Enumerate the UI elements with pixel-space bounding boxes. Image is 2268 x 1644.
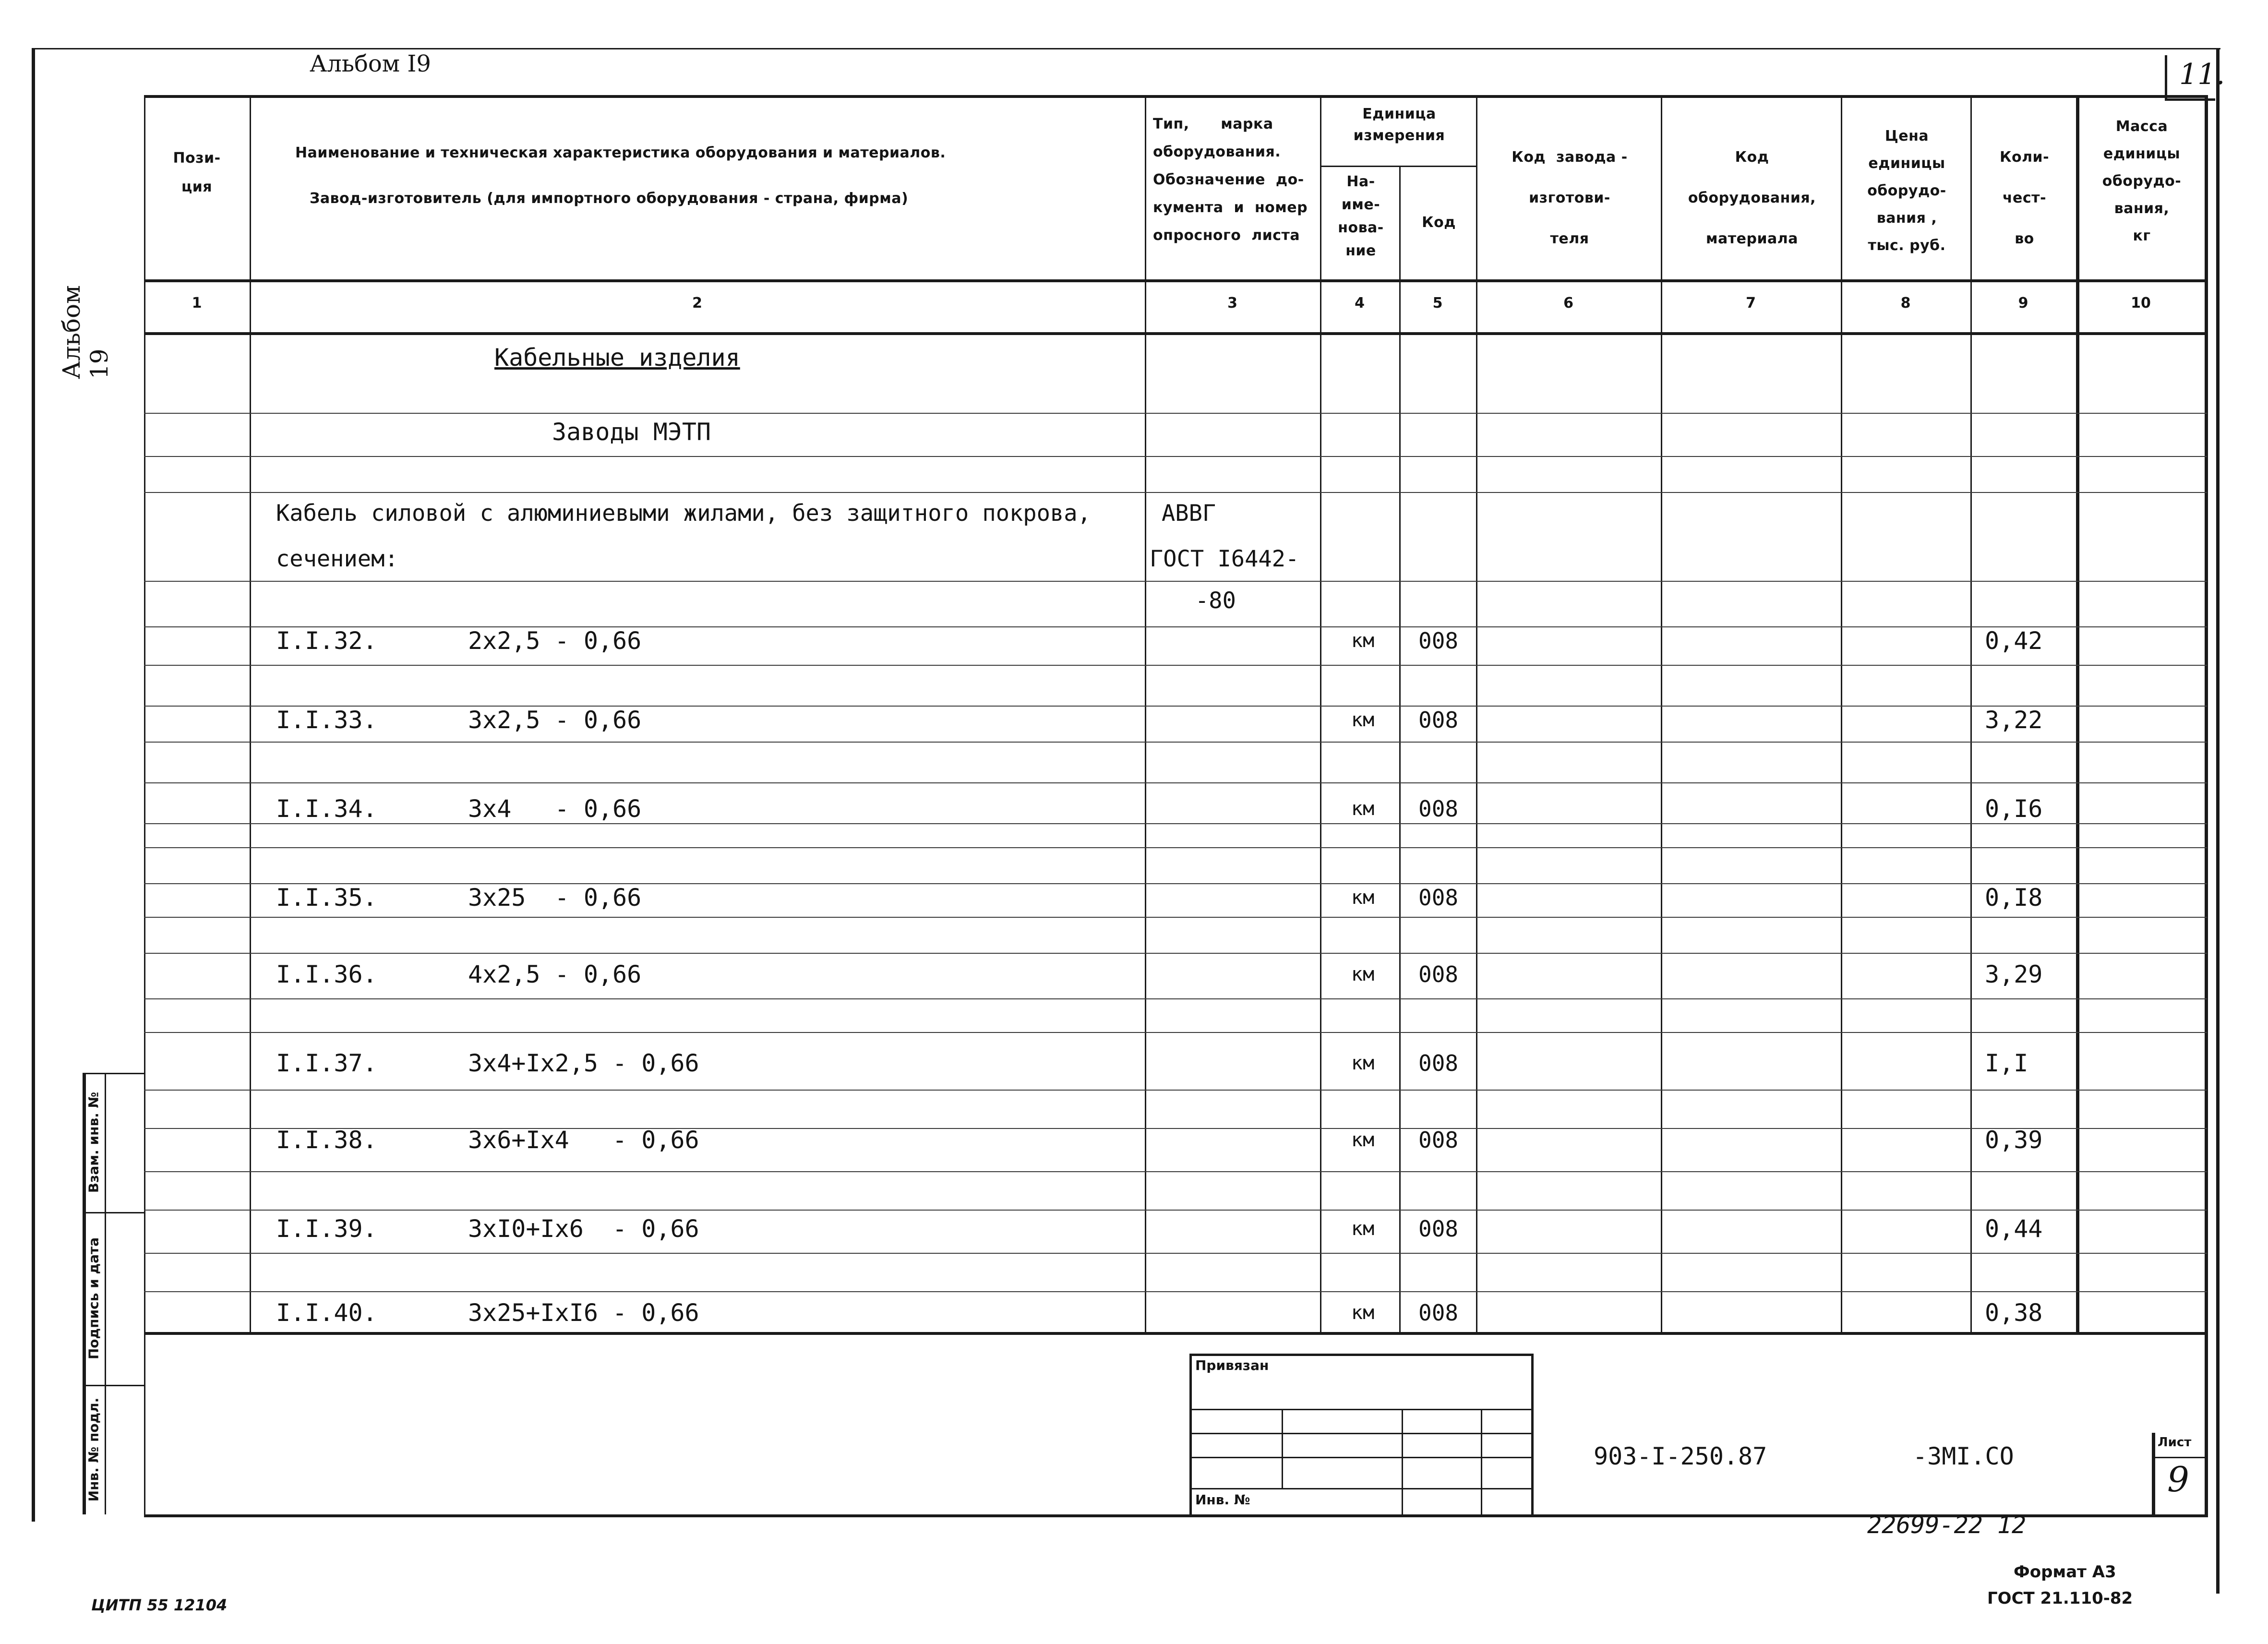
col-header-units-group: Единица измерения bbox=[1353, 106, 1445, 144]
item-unit-code: 008 bbox=[1418, 707, 1459, 733]
item-quantity: 0,42 bbox=[1985, 627, 2043, 655]
item-position: I.I.39. bbox=[276, 1215, 377, 1243]
item-spec: 4x2,5 - 0,66 bbox=[468, 960, 642, 988]
doc-suffix: -ЗМI.СО bbox=[1913, 1442, 2014, 1470]
item-unit-code: 008 bbox=[1418, 628, 1459, 654]
item-unit-code: 008 bbox=[1418, 885, 1459, 911]
row-line bbox=[144, 1090, 2207, 1091]
col-header-quantity: Коли- чест- во bbox=[1999, 149, 2050, 247]
privyazan-v2 bbox=[1402, 1409, 1403, 1514]
privyazan-v3 bbox=[1481, 1409, 1482, 1514]
col-header-unit-name: На- име- нова- ние bbox=[1338, 173, 1384, 259]
item-unit: км bbox=[1351, 887, 1375, 909]
colnum-7: 7 bbox=[1746, 295, 1756, 312]
row-line bbox=[144, 742, 2207, 743]
row-line bbox=[144, 1253, 2207, 1254]
item-quantity: 0,I6 bbox=[1985, 795, 2043, 823]
col-line-9 bbox=[2076, 95, 2079, 1333]
col-header-name-line1: Наименование и техническая характеристика оборудования и материалов. bbox=[295, 144, 946, 161]
row-line bbox=[144, 1171, 2207, 1172]
description-line1: Кабель силовой с алюминиевыми жилами, без защитного покрова, bbox=[276, 500, 1091, 527]
item-unit: км bbox=[1351, 798, 1375, 820]
stamp-podpis-label: Подпись и дата bbox=[85, 1237, 102, 1360]
row-line bbox=[144, 847, 2207, 848]
colnum-2: 2 bbox=[692, 295, 702, 312]
col-header-price: Цена единицы оборудо- вания , тыс. руб. bbox=[1867, 128, 1946, 254]
item-unit-code: 008 bbox=[1418, 796, 1459, 822]
doc-line1: ГОСТ I6442- bbox=[1150, 546, 1299, 572]
item-unit: км bbox=[1351, 1052, 1375, 1074]
stamp-mid bbox=[105, 1073, 106, 1514]
item-unit-code: 008 bbox=[1418, 961, 1459, 987]
colnum-6: 6 bbox=[1563, 295, 1573, 312]
format-label: Формат А3 bbox=[2014, 1562, 2116, 1582]
item-quantity: 0,38 bbox=[1985, 1299, 2043, 1327]
col-header-name-line2: Завод-изготовитель (для импортного оборудования - страна, фирма) bbox=[310, 190, 909, 207]
item-spec: 3x25+IxI6 - 0,66 bbox=[468, 1299, 699, 1327]
colnum-row-bottom bbox=[144, 332, 2208, 335]
row-line bbox=[144, 1210, 2207, 1211]
colnum-9: 9 bbox=[2018, 295, 2028, 312]
col-line-3 bbox=[1320, 95, 1321, 1333]
item-unit-code: 008 bbox=[1418, 1127, 1459, 1153]
sheet-box-div bbox=[2152, 1457, 2207, 1458]
item-position: I.I.40. bbox=[276, 1299, 377, 1327]
row-line bbox=[144, 665, 2207, 666]
side-album-label: Альбом 19 bbox=[58, 285, 113, 379]
description-line2: сечением: bbox=[276, 546, 398, 572]
colnum-10: 10 bbox=[2131, 295, 2151, 312]
col-header-type: Тип, марка оборудования. Обозначение до- кумента и номер опросного листа bbox=[1153, 116, 1308, 244]
sheet-box-left bbox=[2152, 1433, 2155, 1514]
privyazan-v1 bbox=[1282, 1409, 1283, 1488]
col-header-mass: Масса единицы оборудо- вания, кг bbox=[2102, 118, 2182, 244]
item-quantity: 3,29 bbox=[1985, 960, 2043, 988]
subsection-title: Заводы МЭТП bbox=[552, 418, 711, 446]
sheet-number: 9 bbox=[2167, 1459, 2189, 1500]
item-unit: км bbox=[1351, 709, 1375, 731]
item-spec: 3x2,5 - 0,66 bbox=[468, 706, 642, 734]
colnum-4: 4 bbox=[1355, 295, 1365, 312]
item-spec: 3x25 - 0,66 bbox=[468, 884, 642, 912]
units-group-divider bbox=[1320, 166, 1476, 167]
row-line bbox=[144, 492, 2207, 493]
stamp-vzam-label: Взам. инв. № bbox=[85, 1092, 102, 1193]
outer-frame-right bbox=[2216, 48, 2220, 1594]
item-quantity: 3,22 bbox=[1985, 706, 2043, 734]
row-line bbox=[144, 1032, 2207, 1033]
item-unit: км bbox=[1351, 1218, 1375, 1240]
item-quantity: 0,39 bbox=[1985, 1126, 2043, 1154]
colnum-8: 8 bbox=[1900, 295, 1911, 312]
item-position: I.I.36. bbox=[276, 960, 377, 988]
col-line-2 bbox=[1145, 95, 1146, 1333]
row-line bbox=[144, 782, 2207, 783]
item-spec: 3x4+Ix2,5 - 0,66 bbox=[468, 1049, 699, 1077]
inv-no-label: Инв. № bbox=[1195, 1492, 1250, 1508]
item-unit: км bbox=[1351, 963, 1375, 985]
table-top bbox=[144, 95, 2208, 98]
outer-frame-top bbox=[32, 48, 2220, 49]
item-quantity: 0,I8 bbox=[1985, 884, 2043, 912]
page-mark: 11. bbox=[2179, 58, 2225, 91]
item-position: I.I.38. bbox=[276, 1126, 377, 1154]
item-position: I.I.35. bbox=[276, 884, 377, 912]
item-position: I.I.32. bbox=[276, 627, 377, 655]
album-title: Альбом I9 bbox=[310, 50, 431, 77]
item-spec: 2x2,5 - 0,66 bbox=[468, 627, 642, 655]
colnum-3: 3 bbox=[1227, 295, 1237, 312]
col-line-7 bbox=[1841, 95, 1842, 1333]
col-line-1 bbox=[250, 95, 251, 1333]
row-line bbox=[144, 456, 2207, 457]
item-position: I.I.33. bbox=[276, 706, 377, 734]
section-title: Кабельные изделия bbox=[494, 344, 740, 372]
stamp-top bbox=[83, 1073, 145, 1074]
type-mark: АВВГ bbox=[1162, 500, 1216, 527]
row-line bbox=[144, 706, 2207, 707]
item-position: I.I.34. bbox=[276, 795, 377, 823]
col-line-5 bbox=[1476, 95, 1477, 1333]
row-line bbox=[144, 883, 2207, 884]
colnum-1: 1 bbox=[192, 295, 202, 312]
stamp-div1 bbox=[83, 1212, 145, 1213]
item-unit: км bbox=[1351, 630, 1375, 652]
item-spec: 3x4 - 0,66 bbox=[468, 795, 642, 823]
doc-code: 903-I-250.87 bbox=[1594, 1442, 1767, 1470]
col-line-8 bbox=[1970, 95, 1972, 1333]
item-spec: 3xI0+Ix6 - 0,66 bbox=[468, 1215, 699, 1243]
item-unit-code: 008 bbox=[1418, 1300, 1459, 1326]
printer-label: ЦИТП 55 12104 bbox=[91, 1596, 228, 1614]
row-line bbox=[144, 1128, 2207, 1129]
privyazan-label: Привязан bbox=[1195, 1357, 1269, 1373]
row-line bbox=[144, 998, 2207, 999]
item-unit: км bbox=[1351, 1302, 1375, 1324]
colnum-5: 5 bbox=[1432, 295, 1443, 312]
sheet-label: Лист bbox=[2158, 1435, 2192, 1450]
item-spec: 3x6+Ix4 - 0,66 bbox=[468, 1126, 699, 1154]
item-unit-code: 008 bbox=[1418, 1050, 1459, 1076]
col-line-6 bbox=[1661, 95, 1662, 1333]
item-position: I.I.37. bbox=[276, 1049, 377, 1077]
col-header-unit-code: Код bbox=[1422, 214, 1456, 231]
archive-number: 22699-22 12 bbox=[1867, 1511, 2027, 1539]
item-unit-code: 008 bbox=[1418, 1216, 1459, 1242]
item-unit: км bbox=[1351, 1129, 1375, 1151]
row-line bbox=[144, 917, 2207, 918]
item-quantity: 0,44 bbox=[1985, 1215, 2043, 1243]
col-header-position: Пози- ция bbox=[173, 150, 221, 195]
outer-frame-left bbox=[32, 48, 35, 1522]
col-line-4 bbox=[1399, 166, 1401, 1333]
item-quantity: I,I bbox=[1985, 1049, 2028, 1077]
row-line bbox=[144, 581, 2207, 582]
col-header-factory-code: Код завода - изготови- теля bbox=[1512, 149, 1628, 247]
row-line bbox=[144, 413, 2207, 414]
doc-line2: -80 bbox=[1195, 588, 1236, 614]
table-body-bottom bbox=[144, 1332, 2208, 1335]
col-header-material-code: Код оборудования, материала bbox=[1688, 149, 1816, 247]
table-header-bottom bbox=[144, 279, 2208, 282]
row-line bbox=[144, 626, 2207, 627]
gost-label: ГОСТ 21.110-82 bbox=[1987, 1589, 2133, 1608]
row-line bbox=[144, 823, 2207, 824]
row-line bbox=[144, 953, 2207, 954]
row-line bbox=[144, 1291, 2207, 1292]
stamp-inv-label: Инв. № подл. bbox=[85, 1397, 102, 1502]
